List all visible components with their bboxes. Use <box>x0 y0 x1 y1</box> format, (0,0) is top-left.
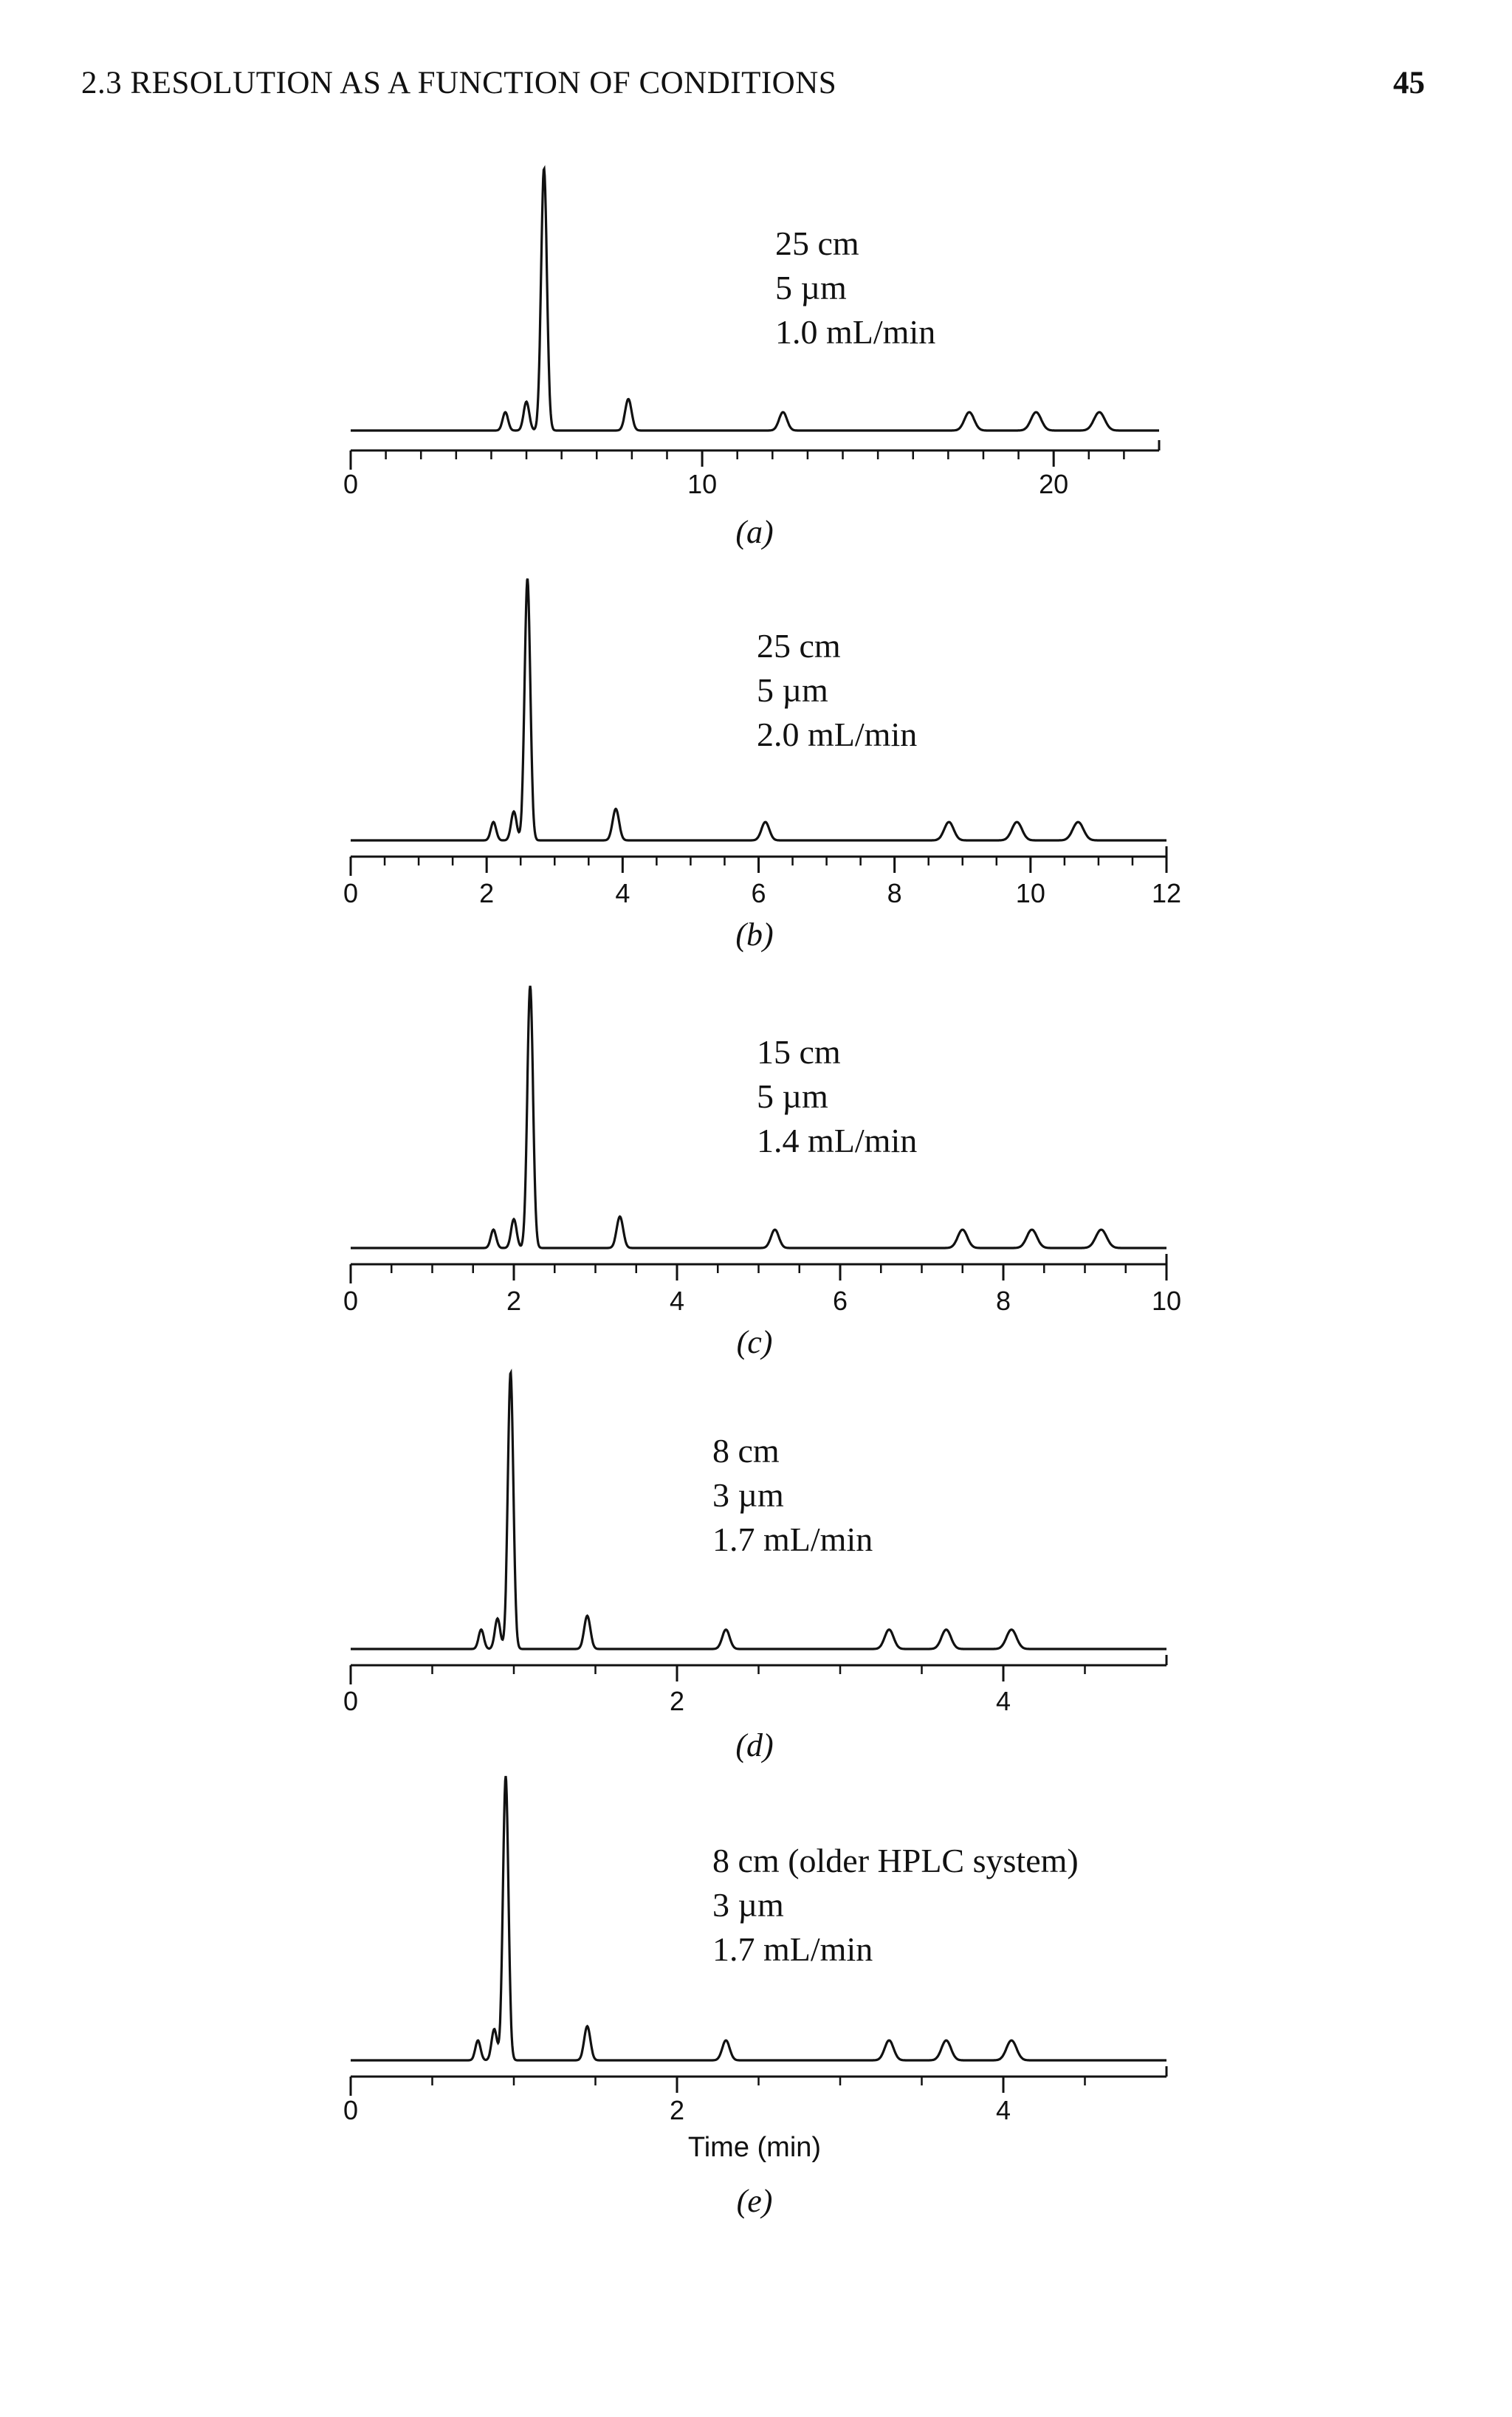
condition-label: 15 cm <box>757 1033 841 1071</box>
x-tick-label: 10 <box>1015 878 1045 908</box>
x-tick-label: 8 <box>995 1286 1011 1316</box>
page-number: 45 <box>1393 66 1425 100</box>
condition-label: 25 cm <box>775 224 859 262</box>
panel-label: (a) <box>735 514 774 550</box>
x-tick-label: 2 <box>669 1686 685 1716</box>
chromatogram-trace <box>351 579 1166 840</box>
chromatogram-panel <box>343 986 1181 1360</box>
condition-label: 1.4 mL/min <box>757 1122 918 1159</box>
x-tick-label: 0 <box>343 469 359 499</box>
chromatogram-trace <box>351 986 1166 1248</box>
chromatogram-panel <box>343 1372 1166 1763</box>
x-tick-label: 2 <box>479 878 495 908</box>
x-tick-label: 4 <box>995 2095 1011 2125</box>
condition-label: 5 µm <box>757 671 828 709</box>
condition-label: 1.0 mL/min <box>775 313 936 351</box>
condition-label: 2.0 mL/min <box>757 716 918 753</box>
condition-label: 3 µm <box>712 1476 784 1514</box>
x-tick-label: 8 <box>887 878 902 908</box>
condition-label: 8 cm (older HPLC system) <box>712 1842 1079 1879</box>
panel-label: (d) <box>735 1727 774 1763</box>
x-tick-label: 4 <box>615 878 630 908</box>
x-tick-label: 10 <box>1151 1286 1182 1316</box>
x-tick-label: 0 <box>343 1286 359 1316</box>
x-tick-label: 2 <box>669 2095 685 2125</box>
x-tick-label: 20 <box>1039 469 1069 499</box>
x-tick-label: 0 <box>343 2095 359 2125</box>
panel-label: (e) <box>736 2183 773 2219</box>
condition-label: 1.7 mL/min <box>712 1930 873 1968</box>
chromatogram-panel <box>343 1776 1166 2219</box>
x-tick-label: 0 <box>343 878 359 908</box>
x-tick-label: 0 <box>343 1686 359 1716</box>
condition-label: 8 cm <box>712 1432 780 1470</box>
condition-label: 3 µm <box>712 1886 784 1924</box>
running-title: 2.3 RESOLUTION AS A FUNCTION OF CONDITIONS <box>81 66 837 100</box>
panel-label: (b) <box>735 916 774 953</box>
condition-label: 1.7 mL/min <box>712 1521 873 1558</box>
chromatogram-panel <box>343 578 1181 953</box>
x-tick-label: 2 <box>506 1286 522 1316</box>
x-tick-label: 4 <box>669 1286 685 1316</box>
x-tick-label: 6 <box>832 1286 848 1316</box>
condition-label: 5 µm <box>775 269 847 306</box>
x-tick-label: 12 <box>1151 878 1182 908</box>
chromatogram-panel <box>343 168 1159 550</box>
x-tick-label: 4 <box>995 1686 1011 1716</box>
panel-label: (c) <box>736 1324 773 1360</box>
condition-label: 5 µm <box>757 1077 828 1115</box>
chromatogram-trace <box>351 169 1159 431</box>
x-axis-title: Time (min) <box>687 2132 822 2163</box>
condition-label: 25 cm <box>757 627 841 665</box>
x-tick-label: 10 <box>687 469 718 499</box>
x-tick-label: 6 <box>751 878 766 908</box>
